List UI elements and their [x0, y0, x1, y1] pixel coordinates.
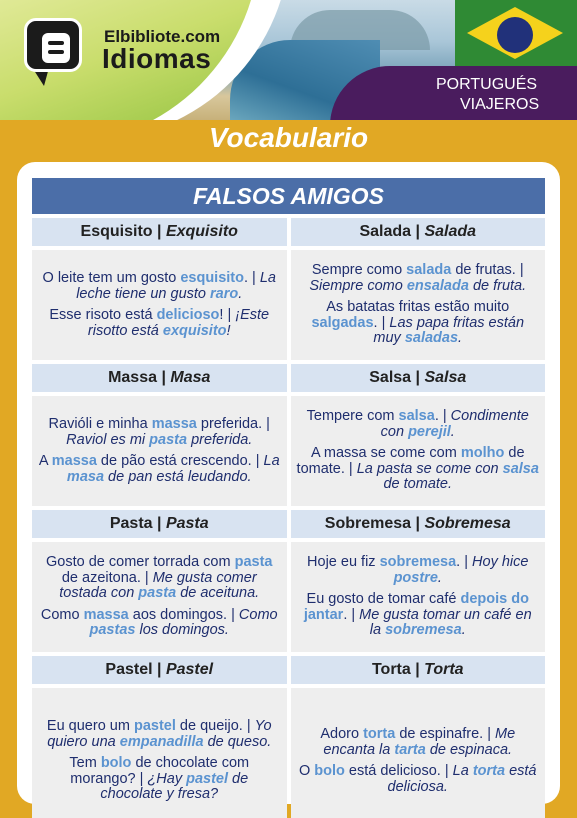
- sentence-text: de queijo. |: [175, 718, 255, 735]
- flag-globe-icon: [497, 17, 533, 53]
- translation-text: Las papa fritas están muy: [373, 314, 525, 347]
- keyword-translation: masa: [66, 468, 105, 485]
- separator: |: [157, 369, 171, 386]
- keyword-translation: ensalada: [406, 277, 469, 294]
- translation-text: La pasta se come con: [356, 460, 503, 477]
- sentence-text: O: [298, 763, 315, 779]
- tag-level: VIAJEROS: [460, 96, 540, 113]
- example-sentence: [38, 608, 281, 639]
- word-pair-header: [291, 218, 546, 246]
- sentence-text: . |: [456, 554, 473, 571]
- keyword: salgadas: [311, 314, 374, 331]
- sentence-text: Como: [40, 606, 84, 623]
- translation-text: de tomate.: [383, 476, 452, 493]
- sentence-text: Tempere com: [306, 408, 399, 425]
- example-cell: [291, 250, 546, 360]
- separator: |: [152, 515, 166, 532]
- translation-text: La: [263, 453, 280, 469]
- translation-text: los domingos.: [135, 622, 229, 639]
- keyword: torta: [363, 726, 396, 742]
- example-sentence: [297, 300, 540, 347]
- translation-text: Siempre como: [309, 277, 407, 294]
- example-cell: [32, 396, 287, 506]
- sentence-text: Hoje eu fiz: [307, 554, 380, 571]
- keyword-translation: salsa: [502, 460, 539, 477]
- keyword: massa: [83, 606, 129, 623]
- word-pair-header: [291, 510, 546, 538]
- separator: |: [411, 369, 425, 386]
- spanish-word: Salsa: [424, 369, 467, 386]
- spanish-word: Sobremesa: [424, 515, 511, 532]
- table-row-header: [32, 656, 545, 684]
- translation-text: Raviol es mi: [66, 431, 150, 448]
- translation-text: La: [452, 763, 473, 779]
- keyword-translation: perejil: [408, 423, 451, 440]
- table-row: [32, 542, 545, 652]
- word-pair-header: [291, 364, 546, 392]
- keyword-translation: exquisito: [162, 322, 227, 339]
- keyword-translation: postre: [393, 569, 438, 586]
- keyword-translation: pasta: [138, 585, 177, 602]
- translation-text: .: [437, 569, 442, 586]
- sentence-text: Sempre como: [311, 262, 407, 279]
- table-rows: [32, 218, 545, 818]
- example-cell: [291, 688, 546, 818]
- spanish-word: Pastel: [165, 661, 214, 678]
- example-sentence: [38, 271, 281, 302]
- example-sentence: [38, 555, 281, 602]
- keyword: delicioso: [156, 307, 220, 323]
- tag-language: PORTUGUÉS: [436, 76, 538, 93]
- example-cell: [32, 542, 287, 652]
- sentence-text: . |: [373, 314, 390, 331]
- sentence-text: Eu quero um: [46, 718, 134, 735]
- logo-e-mark: [42, 33, 70, 63]
- translation-text: Me gusta comer tostada con: [59, 569, 257, 602]
- example-sentence: [38, 308, 281, 339]
- table-row-header: [32, 218, 545, 246]
- portuguese-word: Pastel: [105, 661, 153, 678]
- translation-text: está deliciosa.: [387, 763, 537, 795]
- keyword: bolo: [314, 763, 345, 779]
- example-sentence: [297, 555, 540, 586]
- example-sentence: [297, 446, 540, 493]
- translation-text: Hoy hice: [472, 554, 529, 571]
- translation-text: de espinaca.: [425, 741, 513, 758]
- keyword-translation: empanadilla: [119, 733, 204, 750]
- header-banner: [0, 0, 577, 120]
- sentence-text: . |: [243, 270, 260, 286]
- portuguese-word: Massa: [108, 369, 157, 386]
- translation-text: Como: [238, 606, 278, 623]
- word-pair-header: [32, 218, 287, 246]
- keyword-translation: raro: [210, 285, 239, 302]
- separator: |: [411, 223, 425, 240]
- example-cell: [291, 542, 546, 652]
- table-row: [32, 250, 545, 360]
- example-sentence: [297, 764, 540, 795]
- keyword-translation: torta: [472, 763, 506, 779]
- spanish-word: Salada: [424, 223, 477, 240]
- sentence-text: ! |: [219, 307, 236, 323]
- translation-text: .: [238, 285, 243, 302]
- separator: |: [410, 661, 425, 678]
- sentence-text: preferida. |: [196, 416, 270, 432]
- example-sentence: [297, 409, 540, 440]
- sentence-text: A: [38, 453, 52, 469]
- example-sentence: [297, 592, 540, 639]
- sentence-text: Tem: [69, 755, 101, 772]
- word-pair-header: [291, 656, 546, 684]
- sentence-text: . |: [343, 606, 360, 623]
- sentence-text: O leite tem um gosto: [42, 270, 181, 286]
- sentence-text: A massa se come com: [310, 445, 461, 462]
- keyword-translation: saladas: [404, 330, 459, 347]
- keyword: pastel: [133, 718, 176, 735]
- keyword: salada: [406, 262, 452, 279]
- table-row: [32, 396, 545, 506]
- spanish-word: Exquisito: [165, 223, 238, 240]
- example-sentence: [38, 417, 281, 448]
- example-sentence: [38, 719, 281, 750]
- separator: |: [152, 223, 166, 240]
- translation-text: Condimente con: [380, 408, 529, 440]
- translation-text: ¡Este risotto está: [87, 307, 270, 339]
- sentence-text: de espinafre. |: [395, 726, 495, 742]
- sentence-text: de azeitona. |: [61, 569, 153, 586]
- portuguese-word: Pasta: [109, 515, 153, 532]
- keyword: salsa: [398, 408, 435, 425]
- translation-text: !: [226, 322, 231, 339]
- sentence-text: Adoro: [320, 726, 364, 742]
- table-row-header: [32, 364, 545, 392]
- keyword: massa: [51, 453, 97, 469]
- word-pair-header: [32, 364, 287, 392]
- separator: |: [411, 515, 425, 532]
- portuguese-word: Salsa: [369, 369, 412, 386]
- example-cell: [32, 688, 287, 818]
- translation-text: de queso.: [203, 733, 272, 750]
- spanish-word: Torta: [424, 661, 464, 678]
- translation-text: .: [450, 423, 455, 440]
- portuguese-word: Salada: [359, 223, 412, 240]
- sentence-text: Gosto de comer torrada com: [46, 554, 235, 571]
- brand-site: Elbibliote.com: [104, 27, 221, 46]
- keyword: massa: [151, 416, 197, 432]
- keyword-translation: pasta: [149, 431, 188, 448]
- example-cell: [32, 250, 287, 360]
- sentence-text: de pão está crescendo. |: [96, 453, 264, 469]
- keyword-translation: tarta: [394, 741, 426, 758]
- sentence-text: aos domingos. |: [128, 606, 239, 623]
- keyword-translation: pastel: [186, 770, 229, 787]
- page-title: Vocabulario: [208, 122, 369, 153]
- translation-text: de pan está leudando.: [104, 468, 252, 485]
- logo-icon: [24, 18, 82, 72]
- keyword: molho: [460, 445, 505, 462]
- keyword: esquisito: [180, 270, 244, 286]
- sentence-text: As batatas fritas estão muito: [326, 299, 510, 316]
- word-pair-header: [32, 656, 287, 684]
- translation-text: .: [461, 622, 466, 639]
- translation-text: de chocolate y fresa?: [100, 770, 249, 803]
- sentence-text: . |: [434, 408, 451, 425]
- translation-text: .: [458, 330, 463, 347]
- translation-text: preferida.: [187, 431, 253, 448]
- sentence-text: está delicioso. |: [344, 763, 453, 779]
- example-cell: [291, 396, 546, 506]
- translation-text: ¿Hay: [147, 770, 187, 787]
- spanish-word: Pasta: [165, 515, 209, 532]
- keyword: pasta: [234, 554, 273, 571]
- table-row: [32, 688, 545, 818]
- sentence-text: Ravióli e minha: [48, 416, 152, 432]
- table-row-header: [32, 510, 545, 538]
- sentence-text: Eu gosto de tomar café: [306, 591, 461, 608]
- portuguese-word: Sobremesa: [324, 515, 412, 532]
- portuguese-word: Esquisito: [80, 223, 153, 240]
- sentence-text: Esse risoto está: [49, 307, 157, 323]
- word-pair-header: [32, 510, 287, 538]
- keyword: depois do jantar: [303, 591, 529, 623]
- translation-text: de aceituna.: [176, 585, 260, 602]
- keyword: bolo: [100, 755, 132, 772]
- translation-text: Me gusta tomar un café en la: [359, 606, 532, 639]
- translation-text: Me encanta la: [323, 726, 516, 758]
- keyword: sobremesa: [379, 554, 457, 571]
- sentence-text: de tomate. |: [296, 445, 525, 477]
- translation-text: La leche tiene un gusto: [76, 270, 276, 302]
- keyword-translation: pastas: [89, 622, 136, 639]
- example-sentence: [297, 727, 540, 758]
- example-sentence: [38, 756, 281, 803]
- vocab-table: [32, 178, 545, 818]
- vocab-card: [17, 162, 560, 804]
- example-sentence: [297, 263, 540, 294]
- portuguese-word: Torta: [371, 661, 411, 678]
- example-sentence: [38, 454, 281, 485]
- translation-text: Yo quiero una: [47, 718, 272, 750]
- spanish-word: Masa: [170, 369, 211, 386]
- keyword-translation: sobremesa: [385, 622, 462, 639]
- brand-name: Idiomas: [102, 43, 212, 74]
- table-title: FALSOS AMIGOS: [32, 178, 545, 214]
- sentence-text: de chocolate com morango? |: [70, 755, 250, 787]
- separator: |: [152, 661, 166, 678]
- translation-text: de fruta.: [468, 277, 527, 294]
- sentence-text: de frutas. |: [451, 262, 524, 279]
